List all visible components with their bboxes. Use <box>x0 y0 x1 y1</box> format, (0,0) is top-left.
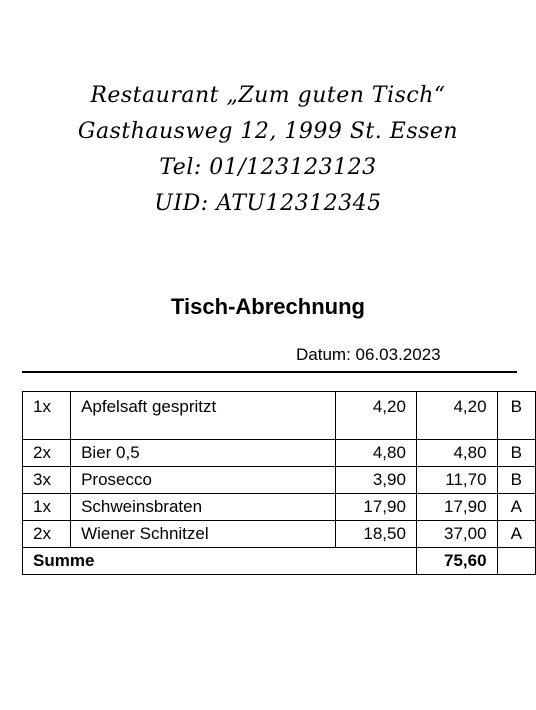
item-total: 17,90 <box>416 494 497 521</box>
restaurant-uid: UID: ATU12312345 <box>154 191 382 216</box>
table-row <box>23 467 536 494</box>
restaurant-header <box>0 78 536 222</box>
table-row <box>23 521 536 548</box>
item-name: Wiener Schnitzel <box>71 521 335 548</box>
table-row <box>23 494 536 521</box>
item-tax-category: B <box>497 440 535 467</box>
divider-line <box>22 371 517 373</box>
table-row <box>23 440 536 467</box>
item-name: Bier 0,5 <box>71 440 335 467</box>
item-unit-price: 18,50 <box>335 521 416 548</box>
restaurant-address: Gasthausweg 12, 1999 St. Essen <box>77 119 459 144</box>
item-name: Schweinsbraten <box>71 494 335 521</box>
item-total: 4,20 <box>416 392 497 440</box>
restaurant-name: Restaurant „Zum guten Tisch“ <box>90 83 446 108</box>
sum-empty-cell <box>497 548 535 575</box>
page-title: Tisch-Abrechnung <box>171 294 365 319</box>
item-qty: 1x <box>23 494 71 521</box>
item-qty: 2x <box>23 521 71 548</box>
item-qty: 3x <box>23 467 71 494</box>
item-qty: 2x <box>23 440 71 467</box>
item-name: Apfelsaft gespritzt <box>71 392 335 440</box>
item-unit-price: 4,80 <box>335 440 416 467</box>
sum-value: 75,60 <box>416 548 497 575</box>
date-value: 06.03.2023 <box>355 345 441 364</box>
restaurant-phone: Tel: 01/123123123 <box>159 155 377 180</box>
item-qty: 1x <box>23 392 71 440</box>
item-tax-category: B <box>497 392 535 440</box>
item-unit-price: 3,90 <box>335 467 416 494</box>
item-tax-category: B <box>497 467 535 494</box>
table-row <box>23 392 536 440</box>
sum-row <box>23 548 536 575</box>
item-total: 11,70 <box>416 467 497 494</box>
item-total: 4,80 <box>416 440 497 467</box>
item-unit-price: 4,20 <box>335 392 416 440</box>
bill-table <box>22 391 536 575</box>
date-line <box>296 345 441 365</box>
item-name: Prosecco <box>71 467 335 494</box>
item-tax-category: A <box>497 521 535 548</box>
item-unit-price: 17,90 <box>335 494 416 521</box>
item-tax-category: A <box>497 494 535 521</box>
sum-label: Summe <box>23 548 417 575</box>
item-total: 37,00 <box>416 521 497 548</box>
date-label: Datum: <box>296 345 351 364</box>
